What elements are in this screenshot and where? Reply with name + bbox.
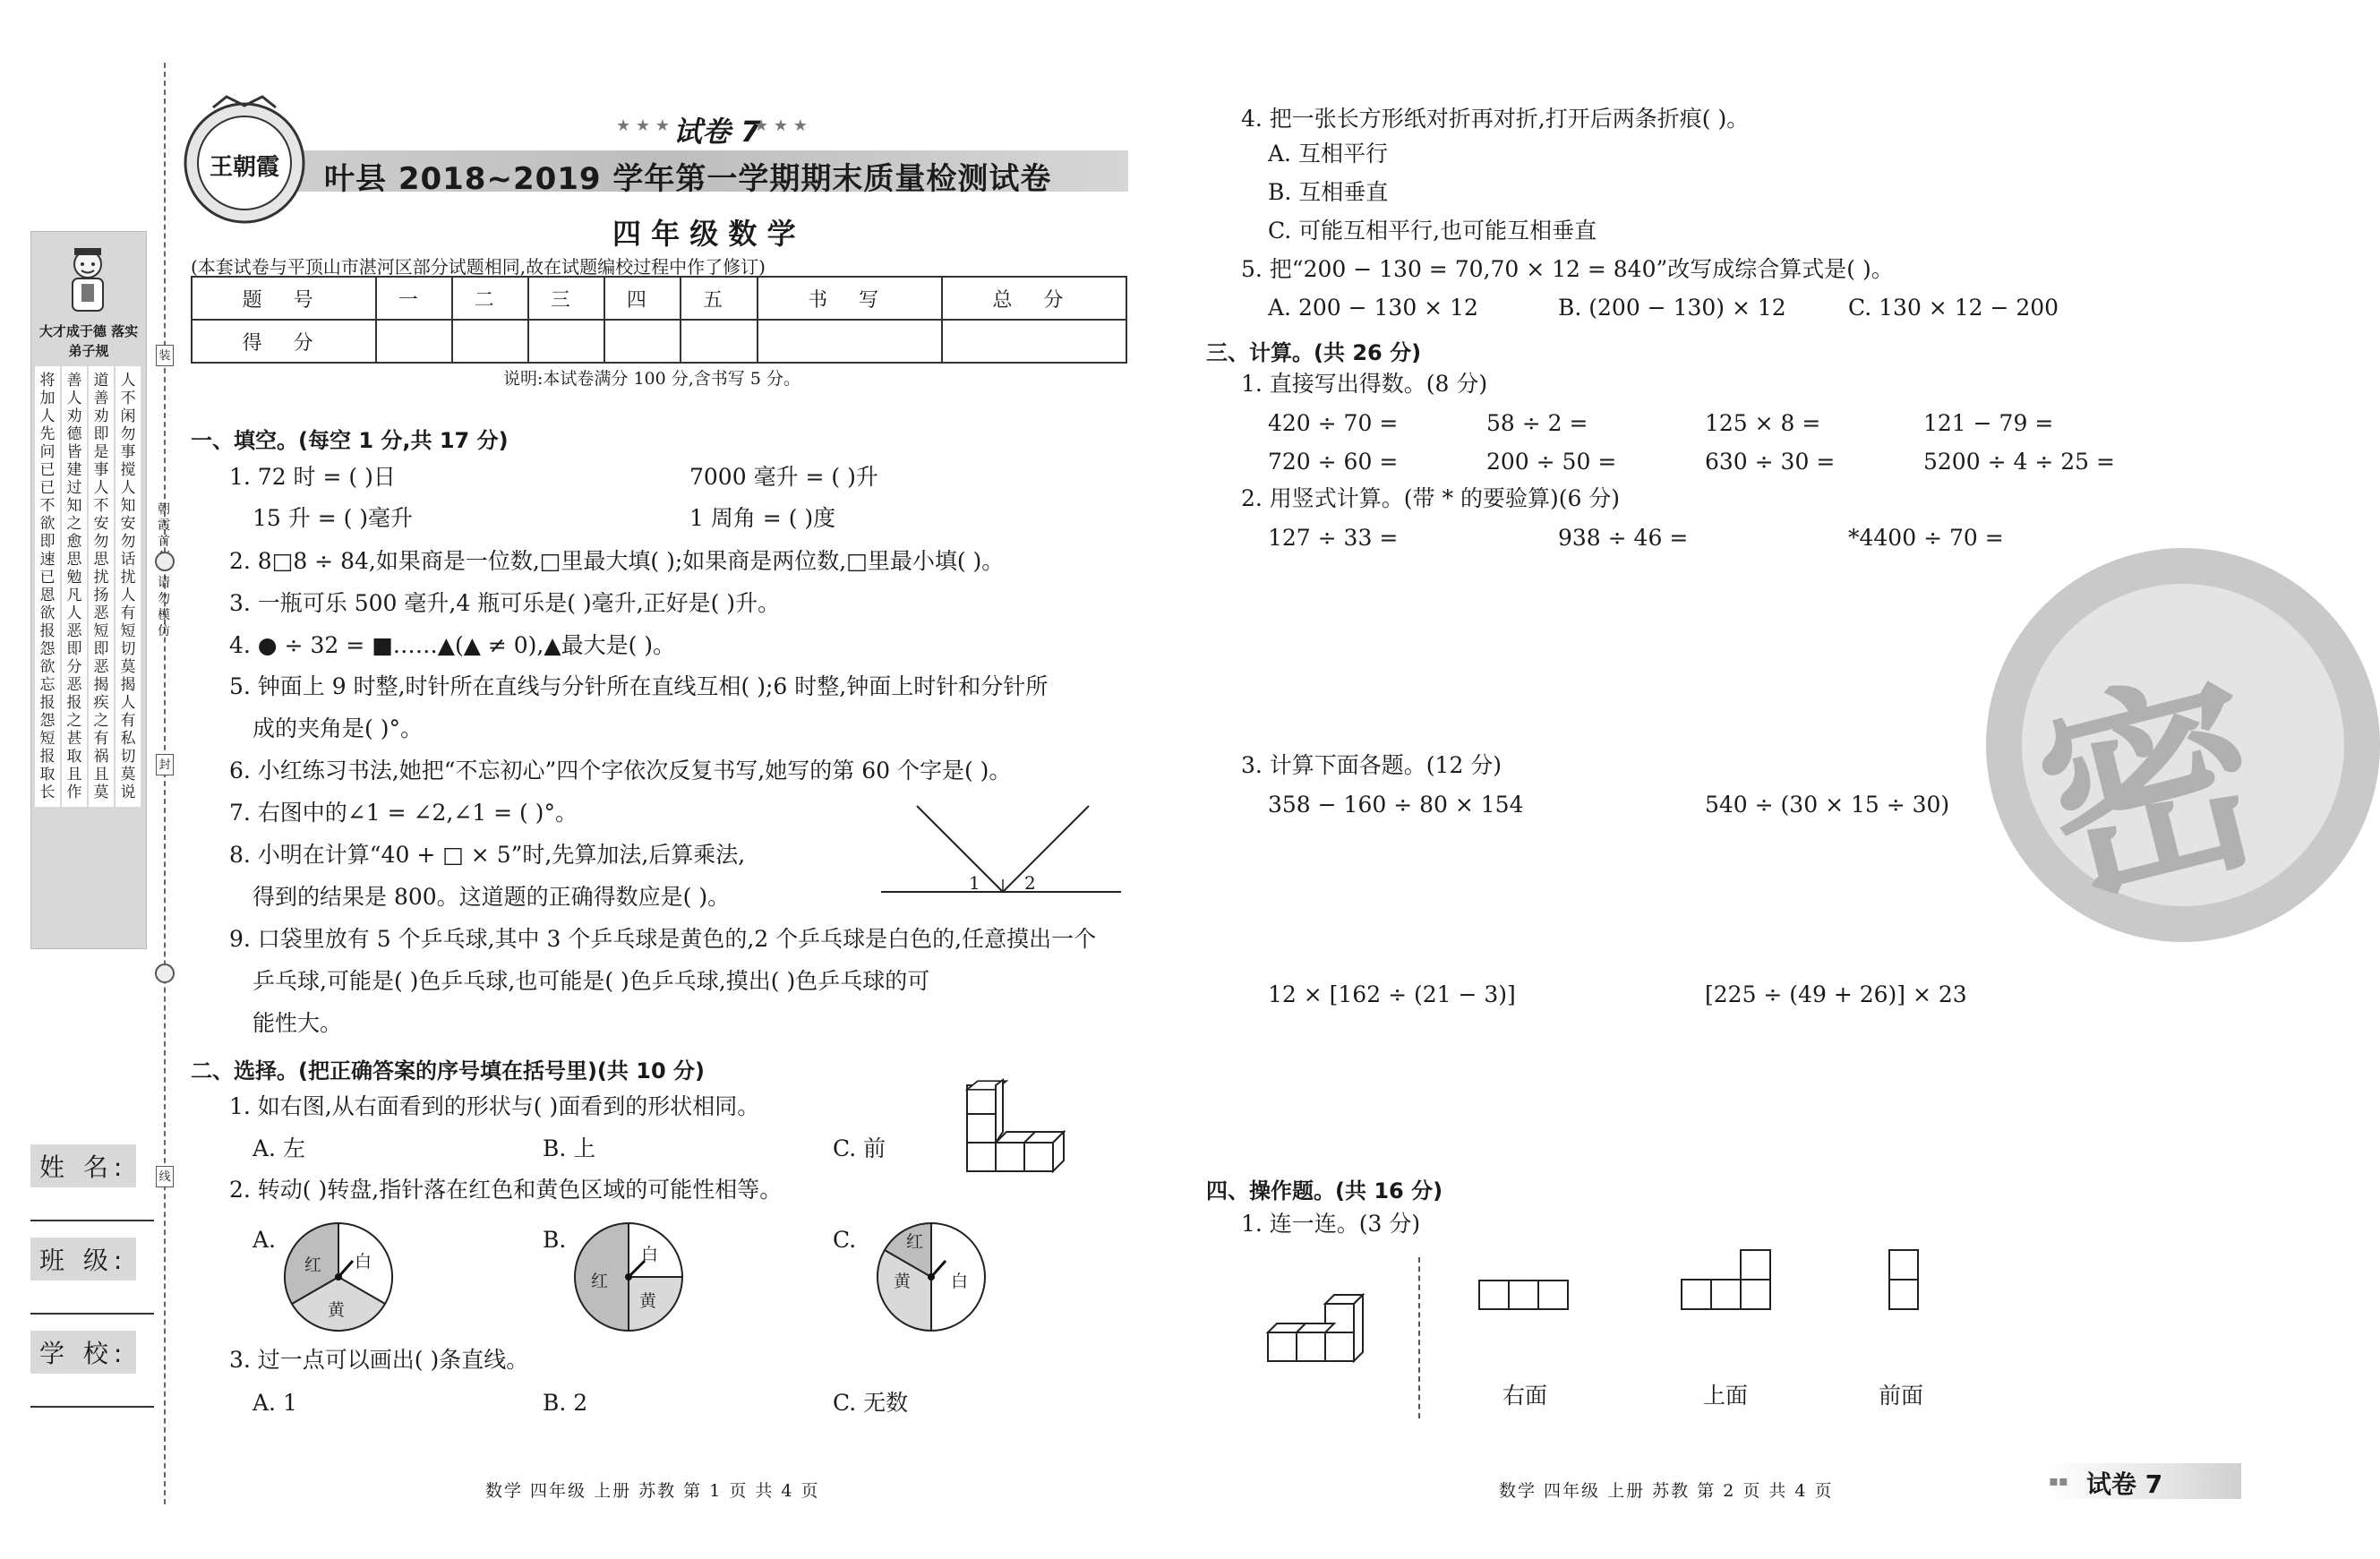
spinner-red-label: 红: [304, 1255, 322, 1275]
spinner-yellow-label: 黄: [328, 1300, 346, 1320]
name-label: 姓 名:: [30, 1144, 136, 1187]
choice-option[interactable]: B. (200 − 130) × 12: [1558, 295, 1786, 321]
question-2: 2. 8□8 ÷ 84,如果商是一位数,□里最大填( );如果商是两位数,□里最小填( )。: [229, 548, 1005, 574]
calc-item: 58 ÷ 2 =: [1486, 410, 1588, 436]
expression-item: 540 ÷ (30 × 15 ÷ 30): [1705, 792, 1950, 818]
table-row: [192, 320, 1126, 363]
choice-option[interactable]: A. 1: [253, 1390, 297, 1416]
watermark-char: 密: [2016, 642, 2287, 938]
view-shape-top[interactable]: [1680, 1248, 1773, 1311]
score-table: [191, 276, 1127, 364]
view-label-top: 上面: [1703, 1383, 1749, 1409]
spinner-a[interactable]: [283, 1221, 394, 1332]
table-row: [192, 277, 1126, 320]
operation-part-1: 1. 连一连。(3 分): [1241, 1211, 1421, 1237]
side-note: 朝霞首: [158, 502, 170, 549]
expression-item: [225 ÷ (49 + 26)] × 23: [1705, 981, 1967, 1007]
side-note: 请勿模仿: [158, 576, 170, 638]
motto-panel: [30, 231, 147, 949]
dotted-divider: [1418, 1257, 1420, 1418]
class-field[interactable]: [30, 1313, 154, 1315]
question-1d: 1 周角 = ( )度: [689, 505, 836, 531]
table-cell: 总 分: [942, 277, 1126, 320]
binding-line: [164, 63, 166, 1504]
expression-item: 12 × [162 ÷ (21 − 3)]: [1268, 981, 1516, 1007]
spinner-label-a: A.: [253, 1227, 277, 1253]
question-1c: 15 升 = ( )毫升: [253, 505, 414, 531]
section-4-title: 四、操作题。(共 16 分): [1206, 1178, 1443, 1204]
view-label-right: 右面: [1502, 1383, 1548, 1409]
score-input-cell[interactable]: [604, 320, 681, 363]
calc-item: 5200 ÷ 4 ÷ 25 =: [1923, 449, 2115, 475]
choice-option[interactable]: A. 左: [253, 1135, 305, 1161]
class-label: 班 级:: [30, 1238, 136, 1281]
spinner-c[interactable]: [876, 1221, 987, 1332]
view-shape-front[interactable]: [1888, 1248, 1920, 1311]
name-field[interactable]: [30, 1220, 154, 1221]
footer-left: 数学 四年级 上册 苏教 第 1 页 共 4 页: [485, 1481, 820, 1501]
view-shape-right[interactable]: [1477, 1279, 1571, 1311]
spinner-white-label: 白: [951, 1272, 969, 1291]
school-label: 学 校:: [30, 1331, 136, 1374]
choice-question-5: 5. 把“200 − 130 = 70,70 × 12 = 840”改写成综合算式是( )。: [1241, 256, 1894, 282]
angle-label-2: 2: [1024, 872, 1036, 894]
calc-item: 200 ÷ 50 =: [1486, 449, 1617, 475]
instructions: 说明:本试卷满分 100 分,含书写 5 分。: [503, 369, 800, 389]
choice-option[interactable]: A. 200 − 130 × 12: [1268, 295, 1478, 321]
question-9a: 9. 口袋里放有 5 个乒乓球,其中 3 个乒乓球是黄色的,2 个乒乓球是白色的,任意摸出一个: [229, 926, 1097, 952]
footer-tag: 试卷 7: [2086, 1469, 2163, 1499]
stars-left-icon: ★ ★ ★: [616, 116, 670, 135]
choice-question-2: 2. 转动( )转盘,指针落在红色和黄色区域的可能性相等。: [229, 1177, 783, 1203]
question-7: 7. 右图中的∠1 = ∠2,∠1 = ( )°。: [229, 800, 578, 826]
spinner-label-c: C.: [833, 1227, 857, 1253]
choice-question-1: 1. 如右图,从右面看到的形状与( )面看到的形状相同。: [229, 1093, 760, 1119]
section-3-title: 三、计算。(共 26 分): [1206, 340, 1422, 365]
spinner-b[interactable]: [573, 1221, 684, 1332]
subject-title: 四 年 级 数 学: [612, 217, 796, 251]
choice-option[interactable]: B. 上: [543, 1135, 596, 1161]
question-8b: 得到的结果是 800。这道题的正确得数应是( )。: [253, 884, 731, 910]
cube-solid-diagram[interactable]: [1264, 1289, 1365, 1365]
choice-option[interactable]: B. 互相垂直: [1268, 179, 1389, 205]
section-1-title: 一、填空。(每空 1 分,共 17 分): [191, 428, 509, 453]
table-cell: 题 号: [192, 277, 376, 320]
paper-tag: 试卷 7: [673, 115, 761, 149]
choice-option[interactable]: C. 可能互相平行,也可能互相垂直: [1268, 218, 1597, 244]
logo-text: 王朝霞: [210, 154, 280, 181]
cube-stack-diagram: [963, 1080, 1071, 1180]
angle-label-1: 1: [969, 872, 980, 894]
spinner-white-label: 白: [641, 1245, 659, 1264]
table-cell: 四: [604, 277, 681, 320]
calc-part-1: 1. 直接写出得数。(8 分): [1241, 371, 1488, 397]
score-input-cell[interactable]: [758, 320, 942, 363]
calc-item: 121 − 79 =: [1923, 410, 2054, 436]
binding-mark-zhuang: 装: [156, 345, 174, 366]
choice-option[interactable]: C. 前: [833, 1135, 886, 1161]
binding-mark-feng: 封: [156, 754, 174, 775]
calc-item: 125 × 8 =: [1705, 410, 1821, 436]
vertical-calc-item: 938 ÷ 46 =: [1558, 525, 1689, 551]
table-cell: 二: [452, 277, 528, 320]
spinner-red-label: 红: [906, 1232, 924, 1252]
vertical-calc-item: *4400 ÷ 70 =: [1848, 525, 2004, 551]
motto-column: 人不闲 勿事搅 人知安 勿话扰 人有短 切莫揭 人有私 切莫说: [116, 366, 141, 807]
question-1b: 7000 毫升 = ( )升: [689, 464, 878, 490]
question-9c: 能性大。: [253, 1010, 343, 1036]
choice-option[interactable]: A. 互相平行: [1268, 141, 1388, 167]
table-cell: 得 分: [192, 320, 376, 363]
spinner-yellow-label: 黄: [639, 1291, 657, 1311]
motto-header: 大才成于德 落实弟子规: [39, 323, 139, 359]
question-4: 4. ● ÷ 32 = ■……▲(▲ ≠ 0),▲最大是( )。: [229, 632, 676, 658]
question-3: 3. 一瓶可乐 500 毫升,4 瓶可乐是( )毫升,正好是( )升。: [229, 590, 781, 616]
spinner-white-label: 白: [355, 1252, 372, 1272]
calc-part-3: 3. 计算下面各题。(12 分): [1241, 752, 1502, 778]
calc-item: 630 ÷ 30 =: [1705, 449, 1836, 475]
section-2-title: 二、选择。(把正确答案的序号填在括号里)(共 10 分): [191, 1058, 705, 1084]
question-8a: 8. 小明在计算“40 + □ × 5”时,先算加法,后算乘法,: [229, 842, 746, 868]
binding-hole-icon: [155, 552, 175, 571]
stars-right-icon: ★ ★ ★: [754, 116, 808, 135]
choice-question-4: 4. 把一张长方形纸对折再对折,打开后两条折痕( )。: [1241, 106, 1750, 132]
score-input-cell[interactable]: [942, 320, 1126, 363]
school-field[interactable]: [30, 1406, 154, 1408]
choice-option[interactable]: C. 130 × 12 − 200: [1848, 295, 2059, 321]
mascot-icon: [62, 244, 114, 316]
binding-mark-xian: 线: [156, 1166, 174, 1187]
spinner-label-b: B.: [543, 1227, 567, 1253]
logo: [177, 93, 312, 227]
score-input-cell[interactable]: [376, 320, 452, 363]
choice-option[interactable]: B. 2: [543, 1390, 588, 1416]
score-input-cell[interactable]: [452, 320, 528, 363]
spinner-red-label: 红: [591, 1272, 609, 1291]
view-label-front: 前面: [1879, 1383, 1924, 1409]
question-5b: 成的夹角是( )°。: [253, 715, 423, 741]
angle-diagram: [881, 802, 1123, 901]
score-input-cell[interactable]: [681, 320, 757, 363]
calc-part-2: 2. 用竖式计算。(带 * 的要验算)(6 分): [1241, 485, 1621, 511]
score-input-cell[interactable]: [528, 320, 604, 363]
footer-right: 数学 四年级 上册 苏教 第 2 页 共 4 页: [1499, 1481, 1834, 1501]
choice-option[interactable]: C. 无数: [833, 1390, 909, 1416]
choice-question-3: 3. 过一点可以画出( )条直线。: [229, 1347, 529, 1373]
table-cell: 一: [376, 277, 452, 320]
motto-column: 道善劝 即是事 人不安 勿思扰 扬恶短 即恶揭 疾之有 祸且莫: [89, 366, 114, 807]
spinner-yellow-label: 黄: [894, 1272, 912, 1291]
binding-hole-icon: [155, 964, 175, 983]
motto-columns: [35, 366, 141, 807]
exam-note: (本套试卷与平顶山市湛河区部分试题相同,故在试题编校过程中作了修订): [191, 256, 766, 278]
exam-title: 叶县 2018~2019 学年第一学期期末质量检测试卷: [324, 161, 1052, 197]
calc-item: 420 ÷ 70 =: [1268, 410, 1399, 436]
calc-item: 720 ÷ 60 =: [1268, 449, 1399, 475]
motto-column: 善人劝 德皆建 过知之 愈思勉 凡人恶 即分恶 报之甚 取且作: [62, 366, 87, 807]
motto-column: 将加人 先问已 已不欲 即速已 恩欲报 怨欲忘 报怨短 报取长: [35, 366, 60, 807]
question-6: 6. 小红练习书法,她把“不忘初心”四个字依次反复书写,她写的第 60 个字是( )。: [229, 758, 1012, 784]
question-5a: 5. 钟面上 9 时整,时针所在直线与分针所在直线互相( );6 时整,钟面上时针和分针所: [229, 673, 1049, 699]
vertical-calc-item: 127 ÷ 33 =: [1268, 525, 1399, 551]
question-9b: 乒乓球,可能是( )色乒乓球,也可能是( )色乒乓球,摸出( )色乒乓球的可: [253, 968, 930, 994]
table-cell: 五: [681, 277, 757, 320]
question-1a: 1. 72 时 = ( )日: [229, 464, 396, 490]
expression-item: 358 − 160 ÷ 80 × 154: [1268, 792, 1524, 818]
table-cell: 书 写: [758, 277, 942, 320]
footer-squares-icon: ▪▪: [2049, 1472, 2068, 1489]
table-cell: 三: [528, 277, 604, 320]
